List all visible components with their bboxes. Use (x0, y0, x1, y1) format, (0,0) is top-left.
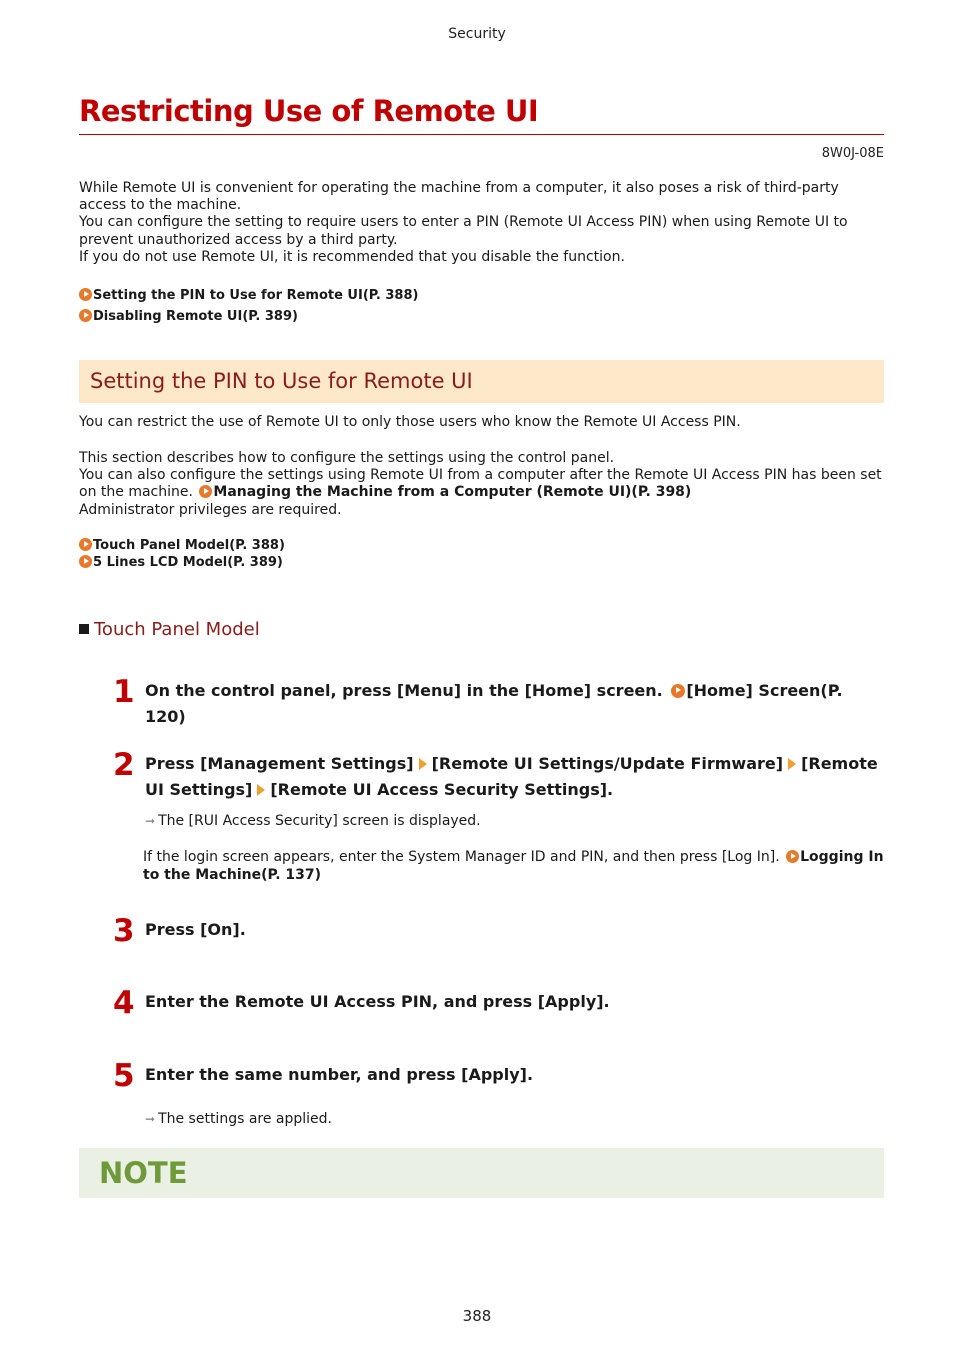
document-id: 8W0J-08E (821, 146, 884, 161)
result-arrow-icon: ➞ (145, 814, 156, 828)
section-title: Setting the PIN to Use for Remote UI (90, 369, 473, 393)
section-p2-text: You can also configure the settings using Remote UI from a computer after the Remote UI Access PIN has been set on the machine. (79, 467, 882, 501)
step-4-text: Enter the Remote UI Access PIN, and press [Apply]. (145, 992, 610, 1011)
step-number: 4 (113, 985, 135, 1021)
step-number: 5 (113, 1058, 135, 1094)
page-number: 388 (462, 1307, 492, 1325)
remote-ui-link-label: Managing the Machine from a Computer (Remote UI)(P. 398) (213, 484, 692, 501)
step-part: [Remote UI Settings] (145, 754, 878, 799)
model-link-touch-panel[interactable] (79, 537, 285, 554)
model-link-5-lines-lcd[interactable] (79, 554, 283, 571)
intro-p1: While Remote UI is convenient for operating the machine from a computer, it also poses a risk of third-party access to the machine. (79, 180, 839, 214)
section-p2-line2 (79, 467, 885, 501)
step-2-text (145, 751, 885, 803)
result-arrow-icon: ➞ (145, 1112, 156, 1126)
step-part: [Remote UI Access Security Settings]. (270, 780, 614, 799)
step-number: 3 (113, 913, 135, 949)
link-arrow-icon (671, 684, 685, 698)
section-heading-box (79, 360, 884, 403)
section-p2-line3: Administrator privileges are required. (79, 501, 342, 518)
running-header: Security (448, 26, 506, 42)
note-label: NOTE (99, 1156, 188, 1190)
step-note-text: If the login screen appears, enter the System Manager ID and PIN, and then press [Log In]. (143, 849, 780, 865)
step-1-text (145, 678, 885, 730)
step-part: [Remote UI Settings/Update Firmware] (431, 754, 784, 773)
step-result (145, 813, 481, 829)
step-part: Press [Management Settings] (145, 754, 414, 773)
step-result-text: The [RUI Access Security] screen is displayed. (158, 813, 481, 829)
step-5-text: Enter the same number, and press [Apply]. (145, 1065, 534, 1084)
subsection-title: Touch Panel Model (94, 619, 260, 640)
subsection-heading (79, 619, 260, 640)
step-number: 1 (113, 674, 135, 710)
section-p1: You can restrict the use of Remote UI to only those users who know the Remote UI Access PIN. (79, 414, 741, 430)
link-arrow-icon (79, 538, 92, 551)
toc-link-disabling[interactable] (79, 308, 298, 325)
link-arrow-icon (79, 288, 92, 301)
step-number: 2 (113, 747, 135, 783)
step-note (143, 848, 885, 884)
section-p2-line1: This section describes how to configure the settings using the control panel. (79, 450, 615, 466)
section-p2 (79, 450, 885, 519)
model-link-label: Touch Panel Model(P. 388) (93, 538, 285, 553)
link-arrow-icon (79, 309, 92, 322)
intro-p2: You can configure the setting to require users to enter a PIN (Remote UI Access PIN) when using Remote UI to prevent unauthorized access by a third party. (79, 214, 848, 248)
intro-paragraph (79, 180, 885, 266)
intro-p3: If you do not use Remote UI, it is recommended that you disable the function. (79, 248, 625, 265)
path-arrow-icon (419, 758, 427, 770)
step-3-text: Press [On]. (145, 920, 246, 939)
remote-ui-link[interactable] (197, 484, 691, 500)
toc-link-label: Setting the PIN to Use for Remote UI(P. 388) (93, 288, 419, 303)
model-link-label: 5 Lines LCD Model(P. 389) (93, 555, 283, 570)
page-title: Restricting Use of Remote UI (79, 94, 539, 128)
home-screen-link-label: [Home] Screen(P. 120) (145, 681, 843, 726)
step-instruction: On the control panel, press [Menu] in the [Home] screen. (145, 681, 663, 700)
link-arrow-icon (79, 555, 92, 568)
logging-in-link-label: Logging In to the Machine(P. 137) (143, 849, 884, 883)
toc-link-setting-pin[interactable] (79, 287, 418, 304)
step-result-text: The settings are applied. (158, 1111, 333, 1127)
note-box (79, 1148, 884, 1198)
path-arrow-icon (788, 758, 796, 770)
toc-link-label: Disabling Remote UI(P. 389) (93, 309, 298, 324)
link-arrow-icon (786, 850, 799, 863)
title-divider (79, 134, 884, 135)
path-arrow-icon (257, 784, 265, 796)
square-bullet-icon (79, 624, 89, 634)
step-result (145, 1111, 332, 1127)
link-arrow-icon (199, 485, 212, 498)
